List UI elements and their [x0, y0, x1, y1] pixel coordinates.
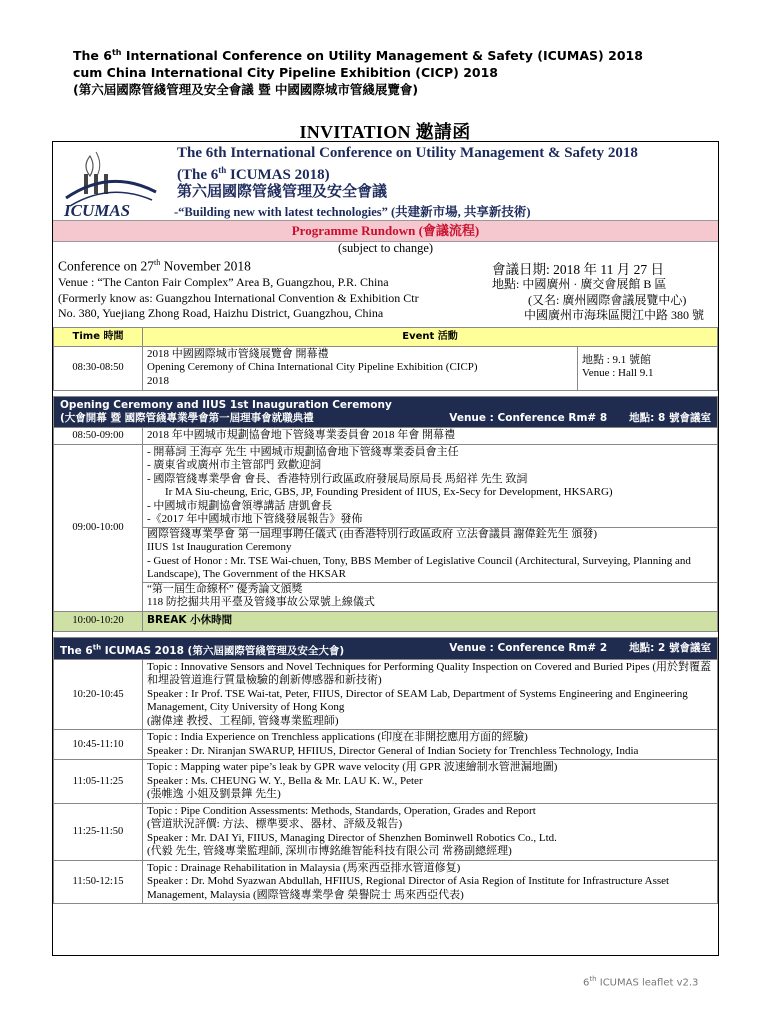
- banner-title: The 6th ICUMAS 2018 (第六屆國際管綫管理及安全大會): [60, 643, 345, 657]
- conference-title-cn: 第六屆國際管綫管理及安全會議: [177, 184, 388, 200]
- event-line: Ir MA Siu-cheung, Eric, GBS, JP, Founding President of IIUS, Ex-Secy for Development, HKSARG): [165, 486, 613, 498]
- time-cell: 11:50-12:15: [54, 860, 143, 904]
- event-line: -《2017 年中國城市地下管綫發展報告》發佈: [147, 513, 363, 525]
- banner-venue: Venue : Conference Rm# 8: [449, 412, 608, 424]
- talk-row: [54, 659, 718, 730]
- event-cell: [143, 730, 718, 760]
- conference-date-cn: 會議日期: 2018 年 11 月 27 日: [492, 262, 664, 277]
- conference-short: (The 6th ICUMAS 2018): [177, 165, 330, 183]
- talk-line: Topic : Mapping water pipe’s leak by GPR wave velocity (用 GPR 波速繪制水管泄漏地圖): [147, 761, 558, 773]
- event-cell: [143, 346, 718, 390]
- break-row: [54, 611, 718, 631]
- venue-formerly: (Formerly know as: Guangzhou International Convention & Exhibition Ctr: [58, 290, 419, 305]
- banner-venue-cn: 地點: 2 號會議室: [629, 641, 711, 654]
- subject-note: (subject to change): [337, 241, 434, 255]
- event-line: - 國際管綫專業學會 會長、香港特別行政區政府發展局原局長 馬紹祥 先生 致詞: [147, 472, 528, 485]
- invitation-title: INVITATION 邀請函: [299, 122, 471, 142]
- header-line-3: (第六屆國際管綫管理及安全會議 暨 中國國際城市管綫展覽會): [73, 82, 419, 98]
- conference-title-block: [177, 145, 717, 201]
- banner-venue-cn: 地點: 8 號會議室: [629, 412, 711, 424]
- time-cell: 11:25-11:50: [54, 803, 143, 860]
- icumas-logo: [60, 148, 170, 220]
- header-line-1: The 6th International Conference on Utility Management & Safety (ICUMAS) 2018: [73, 48, 643, 64]
- talk-line: (代毅 先生, 管綫專業監理師, 深圳市博銘維智能科技有限公司 常務副總經理): [147, 845, 512, 857]
- session-banner: [54, 396, 718, 428]
- conference-date: Conference on 27th November 2018: [58, 258, 251, 274]
- event-cell: [143, 659, 718, 730]
- talk-line: Topic : Innovative Sensors and Novel Techniques for Performing Quality Inspection on Covered and Buried Pipes (用於對覆蓋和埋設管道進行質量檢驗的創新傳感器和新技術): [147, 660, 712, 686]
- talk-line: Topic : Drainage Rehabilitation in Malaysia (馬來西亞排水管道修复): [147, 861, 461, 874]
- address-cn: 中國廣州市海珠區閱江中路 380 號: [524, 308, 705, 322]
- event-line: 118 防挖掘共用平臺及管綫事故公眾號上線儀式: [147, 596, 375, 608]
- event-line: - 中國城市規劃協會領導講話 唐凱會長: [147, 499, 333, 512]
- programme-rundown-title: Programme Rundown (會議流程): [53, 220, 718, 242]
- banner-title: Opening Ceremony and IIUS 1st Inauguration Ceremony: [60, 398, 392, 411]
- venue-cn: 地點 : 9.1 號館: [582, 353, 652, 366]
- footer-version: 6th ICUMAS leaflet v2.3: [583, 975, 699, 989]
- table-row: [54, 428, 718, 445]
- address: No. 380, Yuejiang Zhong Road, Haizhu District, Guangzhou, China: [58, 306, 384, 320]
- event-line: - 廣東省或廣州市主管部門 致歡迎詞: [147, 459, 322, 471]
- talk-row: [54, 730, 718, 760]
- time-cell: 10:45-11:10: [54, 730, 143, 760]
- event-cell: 2018 年中國城市規劃協會地下管綫專業委員會 2018 年會 開幕禮: [143, 428, 718, 445]
- venue-formerly-cn: (又名: 廣州國際會議展覽中心): [528, 292, 687, 307]
- event-line: 國際管綫專業學會 第一屆理事聘任儀式 (由香港特別行政區政府 立法會議員 謝偉銓先生 頒發): [147, 527, 598, 540]
- talks-list: [54, 659, 718, 904]
- event-cell: [143, 860, 718, 904]
- table-row: [54, 444, 718, 611]
- event-cell: [143, 760, 718, 804]
- conference-title-en: The 6th International Conference on Utility Management & Safety 2018: [177, 145, 638, 161]
- event-cell: [143, 803, 718, 860]
- venue-en: Venue : Hall 9.1: [582, 367, 654, 379]
- talk-line: Speaker : Dr. Mohd Syazwan Abdullah, HFIIUS, Regional Director of Asia Region of Institute for Infrastructure Asset Management, Malaysia (國際管綫專業學會 榮譽院士 馬來西亞代表): [147, 875, 670, 901]
- tagline: -“Building new with latest technologies” (共建新市場, 共享新技術): [174, 205, 531, 219]
- talk-line: Topic : Pipe Condition Assessments: Methods, Standards, Operation, Grades and Report: [147, 804, 536, 817]
- logo-text: ICUMAS: [64, 201, 131, 220]
- time-cell: 08:50-09:00: [54, 428, 143, 445]
- talk-line: (謝偉達 教授、工程師, 管綫專業監理師): [147, 714, 339, 727]
- time-cell: 09:00-10:00: [54, 444, 143, 611]
- time-cell: 10:20-10:45: [54, 659, 143, 730]
- talk-row: [54, 803, 718, 860]
- event-line: 2018: [147, 374, 169, 387]
- talk-line: Topic : India Experience on Trenchless applications (印度在非開挖應用方面的經驗): [147, 731, 528, 743]
- header-time: Time 時間: [54, 328, 143, 347]
- talk-row: [54, 860, 718, 904]
- venue: Venue : “The Canton Fair Complex” Area B, Guangzhou, P.R. China: [58, 275, 389, 289]
- venue-cn: 地點: 中國廣州 · 廣交會展館 B 區: [492, 277, 667, 291]
- header-line-2: cum China International City Pipeline Exhibition (CICP) 2018: [73, 65, 498, 81]
- talk-line: Speaker : Dr. Niranjan SWARUP, HFIIUS, Director General of Indian Society for Trenchless Technology, India: [147, 744, 639, 757]
- talk-line: Speaker : Ms. CHEUNG W. Y., Bella & Mr. LAU K. W., Peter: [147, 774, 423, 787]
- programme-table: [53, 327, 718, 904]
- event-line: “第一屆生命線杯” 優秀論文頒獎: [147, 582, 303, 595]
- event-line: Opening Ceremony of China International City Pipeline Exhibition (CICP): [147, 361, 478, 373]
- event-line: IIUS 1st Inauguration Ceremony: [147, 541, 292, 553]
- time-cell: 11:05-11:25: [54, 760, 143, 804]
- banner-title-cn: (大會開幕 暨 國際管綫專業學會第一屆理事會就職典禮: [60, 412, 314, 424]
- table-header-row: [54, 328, 718, 347]
- conference-info: [58, 258, 713, 322]
- document-header: [73, 44, 713, 98]
- event-cell: [143, 444, 718, 611]
- talk-row: [54, 760, 718, 804]
- break-label: BREAK 小休時間: [143, 611, 718, 631]
- event-line: 2018 中國國際城市管綫展覽會 開幕禮: [147, 347, 329, 360]
- time-cell: 10:00-10:20: [54, 611, 143, 631]
- table-row: [54, 346, 718, 390]
- header-event: Event 活動: [143, 328, 718, 347]
- banner-venue: Venue : Conference Rm# 2: [449, 641, 608, 654]
- talk-line: Speaker : Ir Prof. TSE Wai-tat, Peter, FIIUS, Director of SEAM Lab, Department of Systems Engineering and Engineering Management, City University of Hong Kong: [147, 687, 688, 713]
- session-banner: [54, 637, 718, 659]
- event-line: - 開幕詞 王海亭 先生 中國城市規劃協會地下管綫專業委員會主任: [147, 445, 459, 458]
- talk-line: (張帷逸 小姐及劉景鏵 先生): [147, 788, 281, 800]
- venue-box: [577, 347, 717, 390]
- time-cell: 08:30-08:50: [54, 346, 143, 390]
- event-line: - Guest of Honor : Mr. TSE Wai-chuen, Tony, BBS Member of Legislative Council (Architectural, Surveying, Planning and Landscape), The Government of the HKSAR: [147, 554, 691, 580]
- talk-line: Speaker : Mr. DAI Yi, FIIUS, Managing Director of Shenzhen Bominwell Robotics Co., Ltd.: [147, 831, 557, 844]
- talk-line: (管道狀況評價: 方法、標準要求、器材、評級及報告): [147, 818, 403, 830]
